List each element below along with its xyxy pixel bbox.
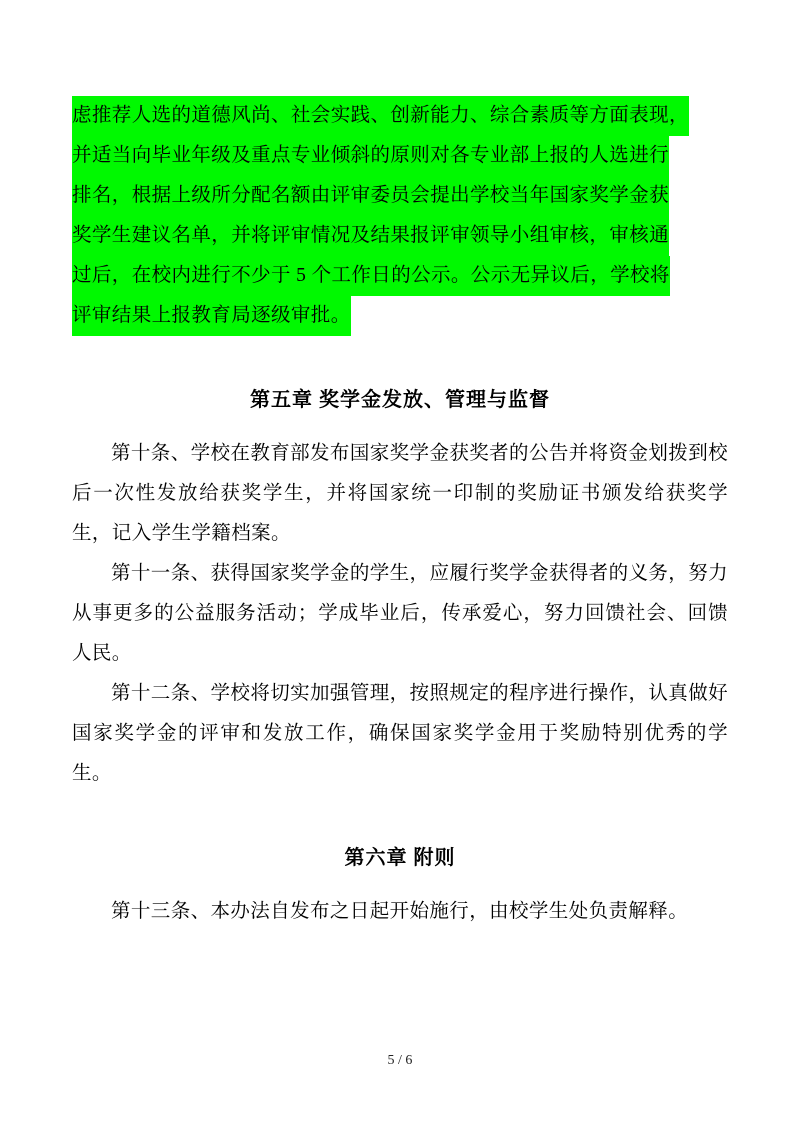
section-spacer bbox=[72, 794, 728, 838]
page-footer bbox=[0, 1053, 800, 1069]
highlighted-line: 过后，在校内进行不少于 5 个工作日的公示。公示无异议后，学校将 bbox=[72, 256, 670, 296]
title-spacer bbox=[72, 420, 728, 434]
chapter-five-article-12: 第十二条、学校将切实加强管理，按照规定的程序进行操作，认真做好国家奖学金的评审和发放工作，确保国家奖学金用于奖励特别优秀的学生。 bbox=[72, 683, 728, 784]
chapter-five-article-10: 第十条、学校在教育部发布国家奖学金获奖者的公告并将资金划拨到校后一次性发放给获奖学生，并将国家统一印制的奖励证书颁发给获奖学生，记入学生学籍档案。 bbox=[72, 443, 728, 544]
chapter-six-title: 第六章 附则 bbox=[344, 847, 456, 869]
section-spacer bbox=[72, 336, 728, 380]
title-spacer bbox=[72, 878, 728, 892]
chapter-six-article-13: 第十三条、本办法自发布之日起开始施行，由校学生处负责解释。 bbox=[111, 901, 689, 922]
highlighted-line: 并适当向毕业年级及重点专业倾斜的原则对各专业部上报的人选进行 bbox=[72, 136, 669, 176]
highlighted-line: 评审结果上报教育局逐级审批。 bbox=[72, 296, 351, 336]
chapter-five-title: 第五章 奖学金发放、管理与监督 bbox=[250, 389, 550, 411]
highlighted-line: 排名，根据上级所分配名额由评审委员会提出学校当年国家奖学金获 bbox=[72, 176, 669, 216]
highlighted-paragraph bbox=[72, 96, 728, 336]
highlighted-line: 虑推荐人选的道德风尚、社会实践、创新能力、综合素质等方面表现， bbox=[72, 96, 689, 136]
page-number: 5 / 6 bbox=[387, 1053, 413, 1068]
chapter-five-article-11: 第十一条、获得国家奖学金的学生，应履行奖学金获得者的义务，努力从事更多的公益服务活动；学成毕业后，传承爱心，努力回馈社会、回馈人民。 bbox=[72, 563, 728, 664]
highlighted-line: 奖学生建议名单，并将评审情况及结果报评审领导小组审核，审核通 bbox=[72, 216, 669, 256]
